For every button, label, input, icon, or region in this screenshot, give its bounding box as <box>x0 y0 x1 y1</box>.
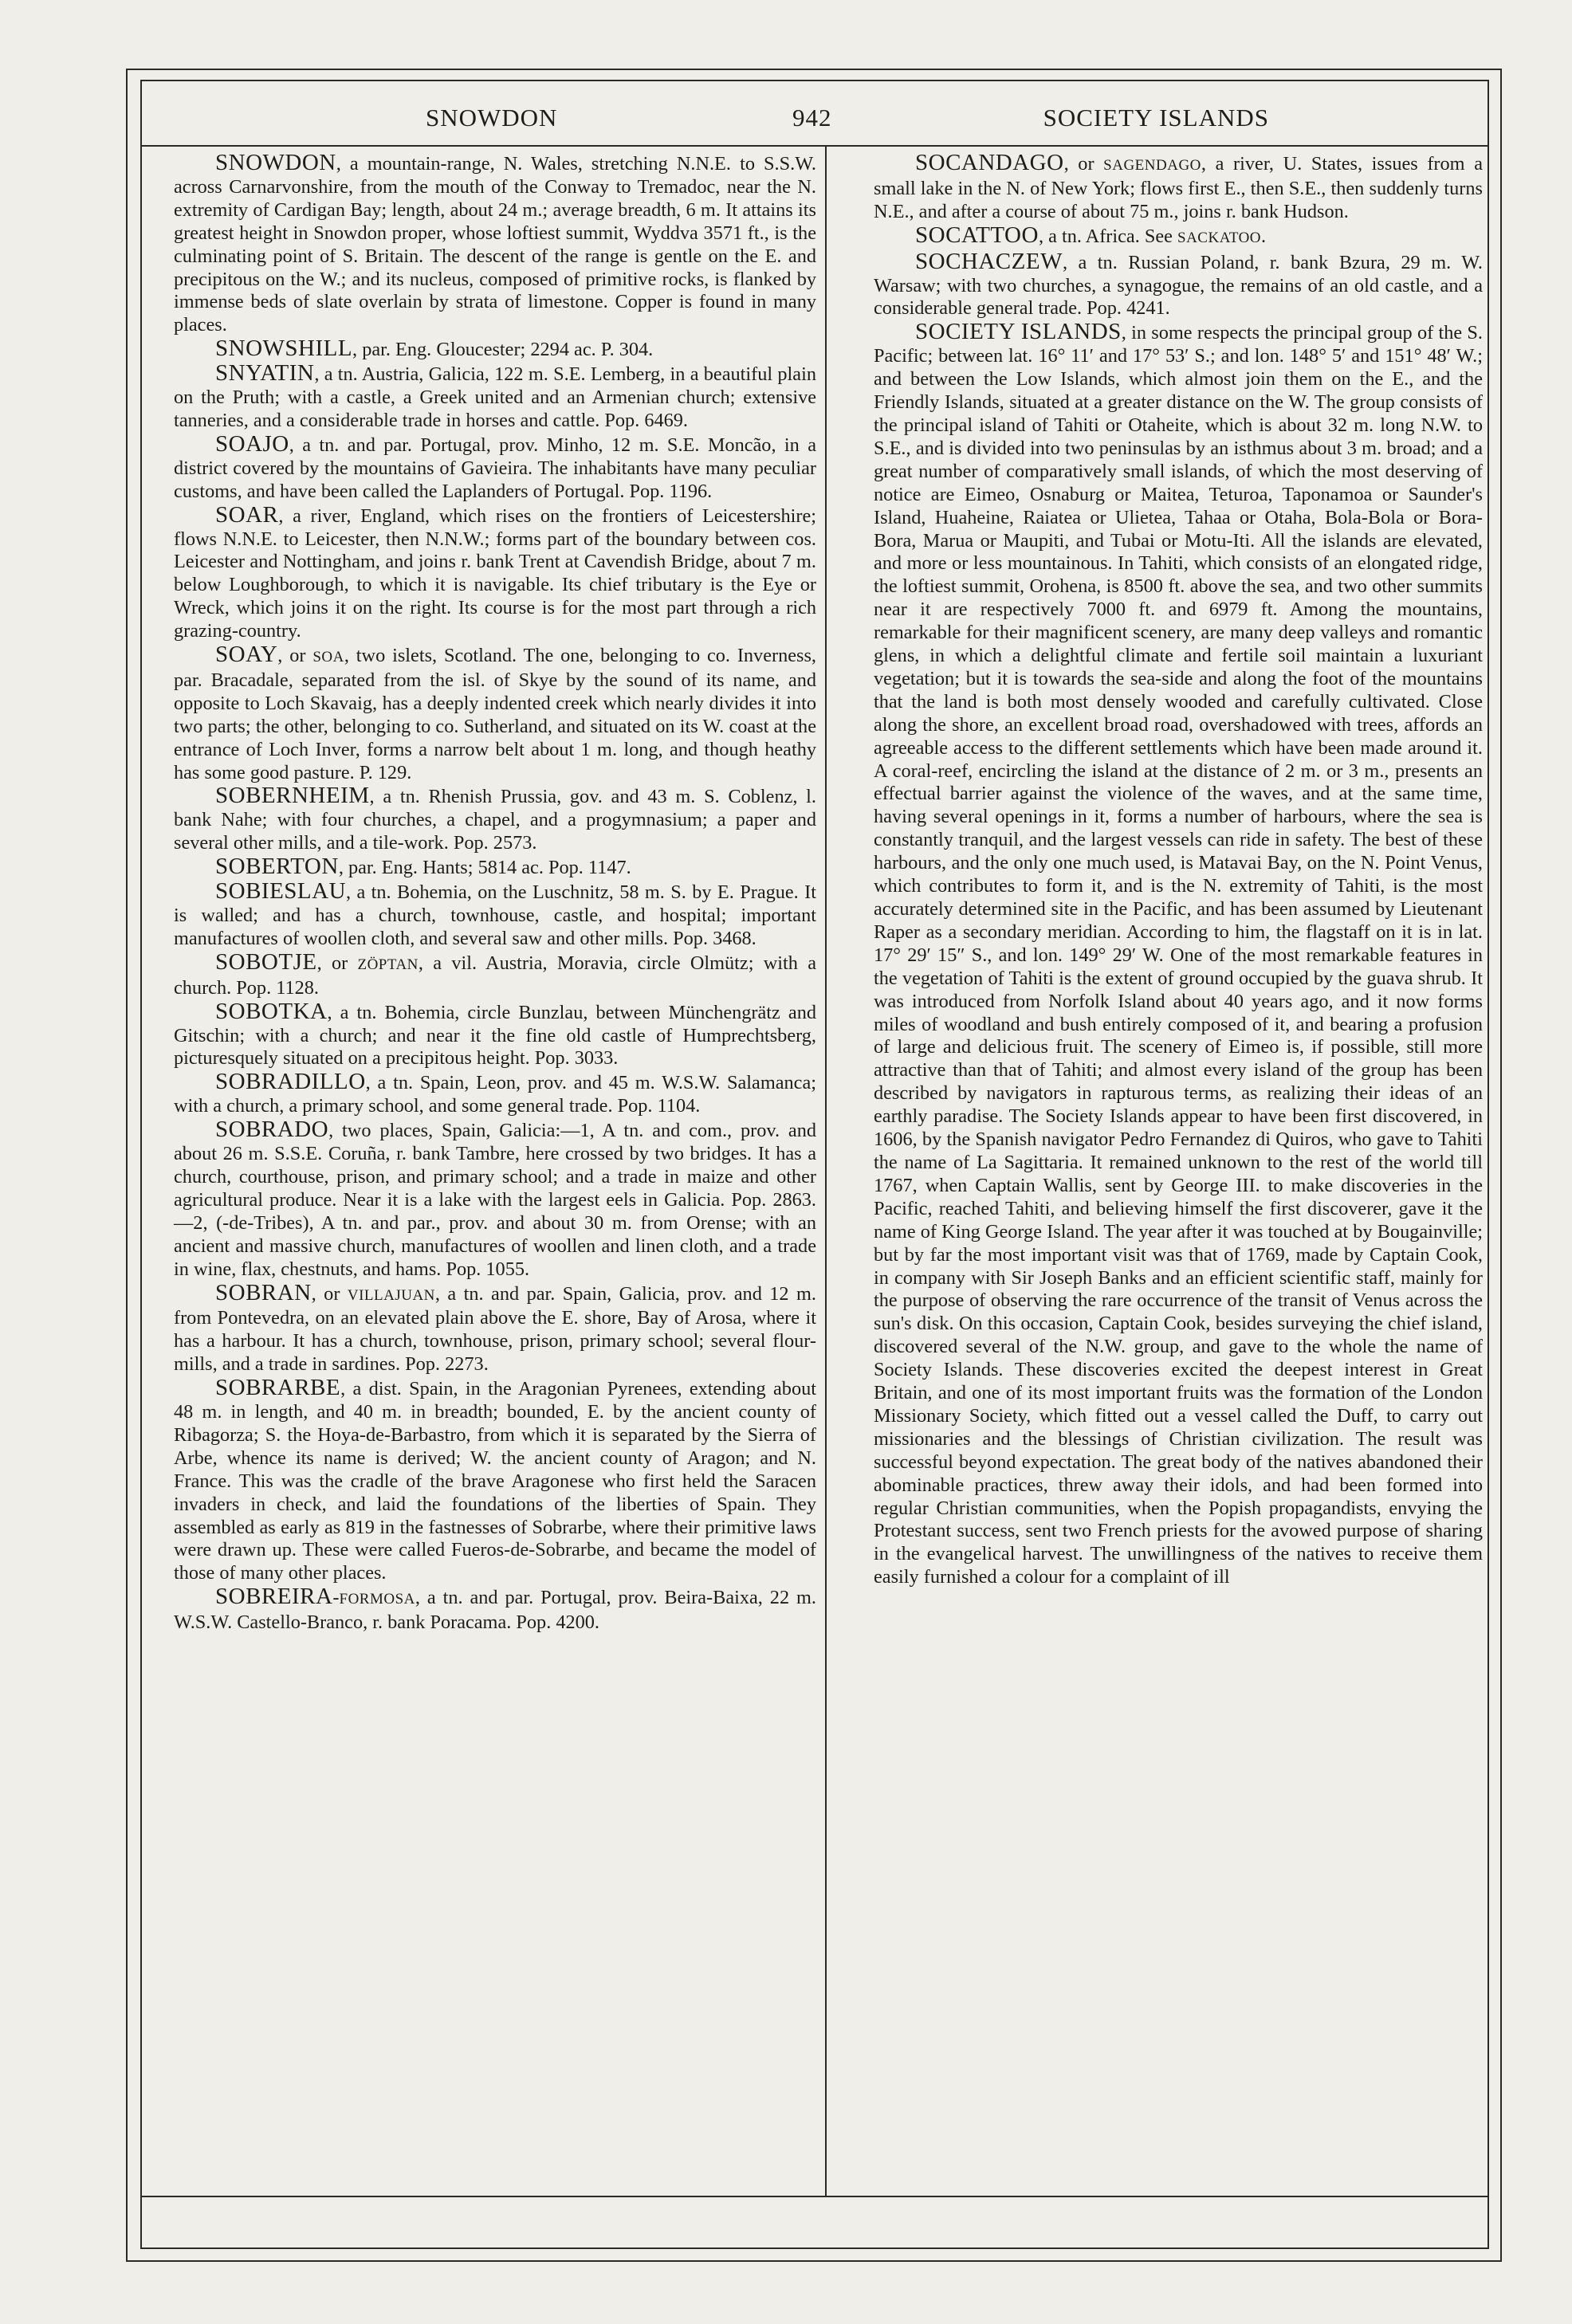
entry-alt-name: SOA <box>312 649 344 666</box>
header-right-word: SOCIETY ISLANDS <box>1043 104 1269 132</box>
entry-text: , a tn. Rhenish Prussia, gov. and 43 m. S. Coblenz, l. bank Nahe; with four churches, a chapel, and a progymnasium; a paper and several other mills, and a tile-work. Pop. 2573. <box>174 786 816 854</box>
gazetteer-entry <box>174 1118 816 1281</box>
entry-headword: SOBRAN <box>215 1279 312 1305</box>
entry-text: , two islets, Scotland. The one, belonging to co. Inverness, par. Bracadale, separated from the isl. of Skye by the sound of its name, and opposite to Loch Skavaig, has a deeply indented creek which nearly divides it into two parts; the other, belonging to co. Sutherland, and situated on its W. coast at the entrance of Loch Inver, forms a narrow belt about 1 m. long, and though heathy has some good pasture. P. 129. <box>174 645 817 783</box>
entry-text: , a tn. Bohemia, circle Bunzlau, between Münchengrätz and Gitschin; with a church; and near it the fine old castle of Humprechtsberg, picturesquely situated on a precipitous height. Pop. 3033. <box>174 1001 816 1070</box>
entry-alt-name: SACKATOO <box>1177 229 1262 246</box>
gazetteer-entry <box>174 1585 816 1635</box>
entry-headword: SOBOTKA <box>215 998 328 1024</box>
column-divider <box>825 147 827 2196</box>
gazetteer-entry <box>874 151 1483 224</box>
entry-headword: SNOWDON <box>215 150 336 175</box>
entry-headword: SOBRADILLO <box>215 1069 366 1095</box>
entry-text: , a tn. and par. Portugal, prov. Minho, 12 m. S.E. Moncão, in a district covered by the mountains of Gavieira. The inhabitants have many peculiar customs, and have been called the Laplanders of Portugal. Pop. 1196. <box>174 434 816 502</box>
page-number: 942 <box>792 104 832 132</box>
gazetteer-entry <box>174 501 816 643</box>
entry-headword: SOCATTOO <box>915 222 1039 248</box>
entry-text: , in some respects the principal group of the S. Pacific; between lat. 16° 11′ and 17° 53′ S.; and lon. 148° 5′ and 151° 48′ W.; and between the Low Islands, which almost join them on the E., and the Friendly Islands, situated at a greater distance on the W. The group consists of the principal island of Tahiti or Otaheite, which is about 32 m. long N.W. to S.E., and is divided into two peninsulas by an isthmus about 3 m. broad; and a great number of comparatively small islands, of which the most deserving of notice are Eimeo, Osnaburg or Maitea, Teturoa, Taponamoa or Saunder's Island, Huaheine, Raiatea or Ulietea, Tahaa or Otaha, Bola-Bola or Bora-Bora, Marua or Maupiti, and Tubai or Motu-Iti. All the islands are elevated, and more or less mountainous. In Tahiti, which consists of an elongated ridge, the loftiest summit, Orohena, is 8500 ft. above the sea, and two other summits near it are respectively 7000 ft. and 6979 ft. Among the mountains, remarkable for their magnificent scenery, are many deep valleys and romantic glens, in which a delightful climate and fertile soil maintain a luxuriant vegetation; but it is towards the sea-side and along the foot of the mountains that the land is both most densely wooded and carefully cultivated. Close along the shore, an excellent broad road, overshadowed with trees, affords an agreeable access to the different settlements which have been made around it. A coral-reef, encircling the island at the distance of 2 m. or 3 m., presents an effectual barrier against the violence of the waves, and at the same time, having several openings in it, forms a number of harbours, where the sea is constantly tranquil, and the largest vessels can ride in safety. The best of these harbours, and the only one much used, is Matavai Bay, on the N. Point Venus, which contributes to form it, and is the N. extremity of Tahiti, is the most accurately determined site in the Pacific, and has been assumed by Lieutenant Raper as a secondary meridian. According to him, the flagstaff on it is in lat. 17° 29′ 15″ S., and lon. 149° 29′ W. One of the most remarkable features in the vegetation of Tahiti is the extent of ground occupied by the guava shrub. It was introduced from Norfolk Island about 40 years ago, and it now forms miles of woodland and bush entirely composed of it, and bearing a profusion of large and delicious fruit. The scenery of Eimeo is, if possible, still more attractive than that of Tahiti; and almost every island of the group has been described by navigators in rapturous terms, as realizing their ideas of an earthly paradise. The Society Islands appear to have been first discovered, in 1606, by the Spanish navigator Pedro Fernandez di Quiros, who gave to Tahiti the name of La Sagittaria. It remained unknown to the rest of the world till 1767, when Captain Wallis, sent by George III. to make discoveries in the Pacific, reached Tahiti, and believing himself the first discoverer, gave it the name of King George Island. The year after it was touched at by Bougainville; but by far the most important visit was that of 1769, made by Captain Cook, in company with Sir Joseph Banks and an efficient scientific staff, mainly for the purpose of observing the rare occurrence of the transit of Venus across the sun's disk. On this occasion, Captain Cook, besides surveying the chief island, discovered several of the N.W. group, and gave to the whole the name of Society Islands. These discoveries excited the deepest interest in Great Britain, and one of its most important fruits was the formation of the London Missionary Society, which fitted out a vessel called the Duff, to carry out missionaries and the blessings of Christian civilization. The result was successful beyond expectation. The great body of the natives abandoned their abominable practices, threw away their idols, and had been formed into regular Christian communities, when the Popish propagandists, envying the Protestant success, sent two French priests for the avowed purpose of sharing in the evangelical harvest. The unwillingness of the natives to receive them easily furnished a colour for a complaint of ill <box>874 322 1483 1588</box>
gazetteer-entry <box>174 880 816 951</box>
entry-text: , a tn. Bohemia, on the Luschnitz, 58 m. S. by E. Prague. It is walled; and has a church, townhouse, castle, and hospital; important manufactures of woollen cloth, and several saw and other mills. Pop. 3468. <box>174 881 816 949</box>
gazetteer-entry <box>174 1376 816 1585</box>
entry-headword: SOBREIRA <box>215 1584 333 1610</box>
entry-alt-name: ZÖPTAN <box>357 956 419 973</box>
entry-alt-prefix: , or <box>277 645 313 667</box>
entry-headword: SOAR <box>215 501 279 528</box>
entry-headword: SNOWSHILL <box>215 336 353 362</box>
gazetteer-entry <box>874 320 1483 1589</box>
gazetteer-entry <box>174 1000 816 1071</box>
entry-alt-prefix: , a tn. Africa. See <box>1038 225 1178 247</box>
entry-headword: SOBRARBE <box>215 1375 341 1401</box>
gazetteer-entry <box>174 855 816 880</box>
gazetteer-entry <box>174 151 816 337</box>
entry-text: , a river, England, which rises on the frontiers of Leicestershire; flows N.N.E. to Leicester, then N.N.W.; forms part of the boundary between cos. Leicester and Nottingham, and joins r. bank Trent at Cavendish Bridge, about 7 m. below Loughborough, to which it is navigable. Its chief tributary is the Eye or Wreck, which joins it on the right. Its course is for the most part through a rich grazing-country. <box>174 504 816 642</box>
gazetteer-entry <box>874 224 1483 250</box>
entry-headword: SOAJO <box>215 430 289 457</box>
gazetteer-entry <box>174 784 816 855</box>
gazetteer-entry <box>174 1279 816 1377</box>
footer-rule <box>140 2196 1488 2197</box>
entry-alt-prefix: , or <box>1063 153 1104 175</box>
entry-text: , a dist. Spain, in the Aragonian Pyrenees, extending about 48 m. in length, and 40 m. in breadth; bounded, E. by the ancient county of Ribagorza; S. the Hoya-de-Barbastro, from which it is separated by the Sierra of Arbe, whence its name is derived; W. the ancient county of Aragon; and N. France. This was the cradle of the brave Aragonese who first held the Saracen invaders in check, and laid the foundations of the liberties of Spain. They assembled as early as 819 in the fastnesses of Sobrarbe, where their primitive laws were drawn up. These were called Fueros-de-Sobrarbe, and became the model of those of many other places. <box>174 1378 816 1584</box>
entry-text: , a mountain-range, N. Wales, stretching N.N.E. to S.S.W. across Carnarvonshire, from the mouth of the Conway to Tremadoc, near the N. extremity of Cardigan Bay; length, about 24 m.; average breadth, 6 m. It attains its greatest height in Snowdon proper, whose loftiest summit, Wyddva 3571 ft., is the culminating point of S. Britain. The descent of the range is gentle on the E. and precipitous on the W.; and its nucleus, composed of primitive rocks, is flanked by immense beds of slate overlain by strata of limestone. Copper is found in many places. <box>174 153 816 336</box>
right-column <box>874 151 1483 1589</box>
entry-headword: SOBIESLAU <box>215 878 347 905</box>
entry-alt-name: FORMOSA <box>339 1591 415 1608</box>
gazetteer-entry <box>174 1070 816 1118</box>
entry-text: . <box>1261 225 1267 247</box>
entry-text: , par. Eng. Gloucester; 2294 ac. P. 304. <box>352 339 654 361</box>
entry-headword: SOAY <box>215 642 278 668</box>
entry-alt-prefix: , or <box>316 952 358 974</box>
entry-text: , two places, Spain, Galicia:—1, A tn. and com., prov. and about 26 m. S.S.E. Coruña, r. bank Tambre, here crossed by two bridges. It has a church, courthouse, prison, and primary school; and a trade in maize and other agricultural produce. Near it is a lake with the largest eels in Galicia. Pop. 2863. —2, (-de-Tribes), A tn. and par., prov. and about 30 m. from Orense; with an ancient and massive church, manufactures of woollen and linen cloth, and a trade in wine, flax, chestnuts, and hams. Pop. 1055. <box>174 1120 816 1280</box>
entry-alt-name: SAGENDAGO <box>1103 157 1201 174</box>
entry-headword: SOBOTJE <box>215 948 317 975</box>
running-header <box>140 96 1488 145</box>
gazetteer-entry <box>174 430 816 504</box>
entry-alt-name: VILLAJUAN <box>347 1286 435 1304</box>
gazetteer-entry <box>174 362 816 433</box>
entry-text: , a tn. Russian Poland, r. bank Bzura, 29 m. W. Warsaw; with two churches, a synagogue, the remains of an old castle, and a considerable general trade. Pop. 4241. <box>874 251 1483 320</box>
gazetteer-entry <box>174 643 816 784</box>
gazetteer-entry <box>874 250 1483 321</box>
entry-text: , a tn. Austria, Galicia, 122 m. S.E. Lemberg, in a beautiful plain on the Pruth; with a castle, a Greek united and an Armenian church; extensive tanneries, and a considerable trade in horses and cattle. Pop. 6469. <box>174 363 816 431</box>
entry-text: , a tn. and par. Portugal, prov. Beira-Baixa, 22 m. W.S.W. Castello-Branco, r. bank Poracama. Pop. 4200. <box>174 1587 816 1634</box>
gazetteer-entry <box>174 337 816 362</box>
header-left-word: SNOWDON <box>426 104 558 132</box>
entry-headword: SOBRADO <box>215 1117 329 1143</box>
entry-text: , a river, U. States, issues from a small lake in the N. of New York; flows first E., then S.E., then suddenly turns N.E., and after a course of about 75 m., joins r. bank Hudson. <box>874 153 1483 222</box>
entry-headword: SOBERNHEIM <box>215 783 370 809</box>
entry-text: , a tn. Spain, Leon, prov. and 45 m. W.S.W. Salamanca; with a church, a primary school, and some general trade. Pop. 1104. <box>174 1072 816 1117</box>
entry-text: , a vil. Austria, Moravia, circle Olmütz; with a church. Pop. 1128. <box>174 952 817 999</box>
header-rule <box>140 145 1488 147</box>
left-column <box>174 151 816 1635</box>
entry-headword: SOCHACZEW <box>915 248 1063 274</box>
entry-alt-prefix: , or <box>311 1282 348 1305</box>
entry-text: , a tn. and par. Spain, Galicia, prov. and 12 m. from Pontevedra, on an elevated plain above the E. shore, Bay of Arosa, where it has a harbour. It has a church, townhouse, prison, primary school; several flour-mills, and a trade in sardines. Pop. 2273. <box>174 1282 816 1376</box>
entry-text: , par. Eng. Hants; 5814 ac. Pop. 1147. <box>338 857 631 879</box>
entry-headword: SOCIETY ISLANDS <box>915 319 1122 345</box>
entry-headword: SNYATIN <box>215 360 315 387</box>
entry-headword: SOCANDAGO <box>915 150 1064 175</box>
gazetteer-entry <box>174 948 817 1000</box>
entry-headword: SOBERTON <box>215 854 339 880</box>
entry-alt-prefix: - <box>332 1587 340 1609</box>
